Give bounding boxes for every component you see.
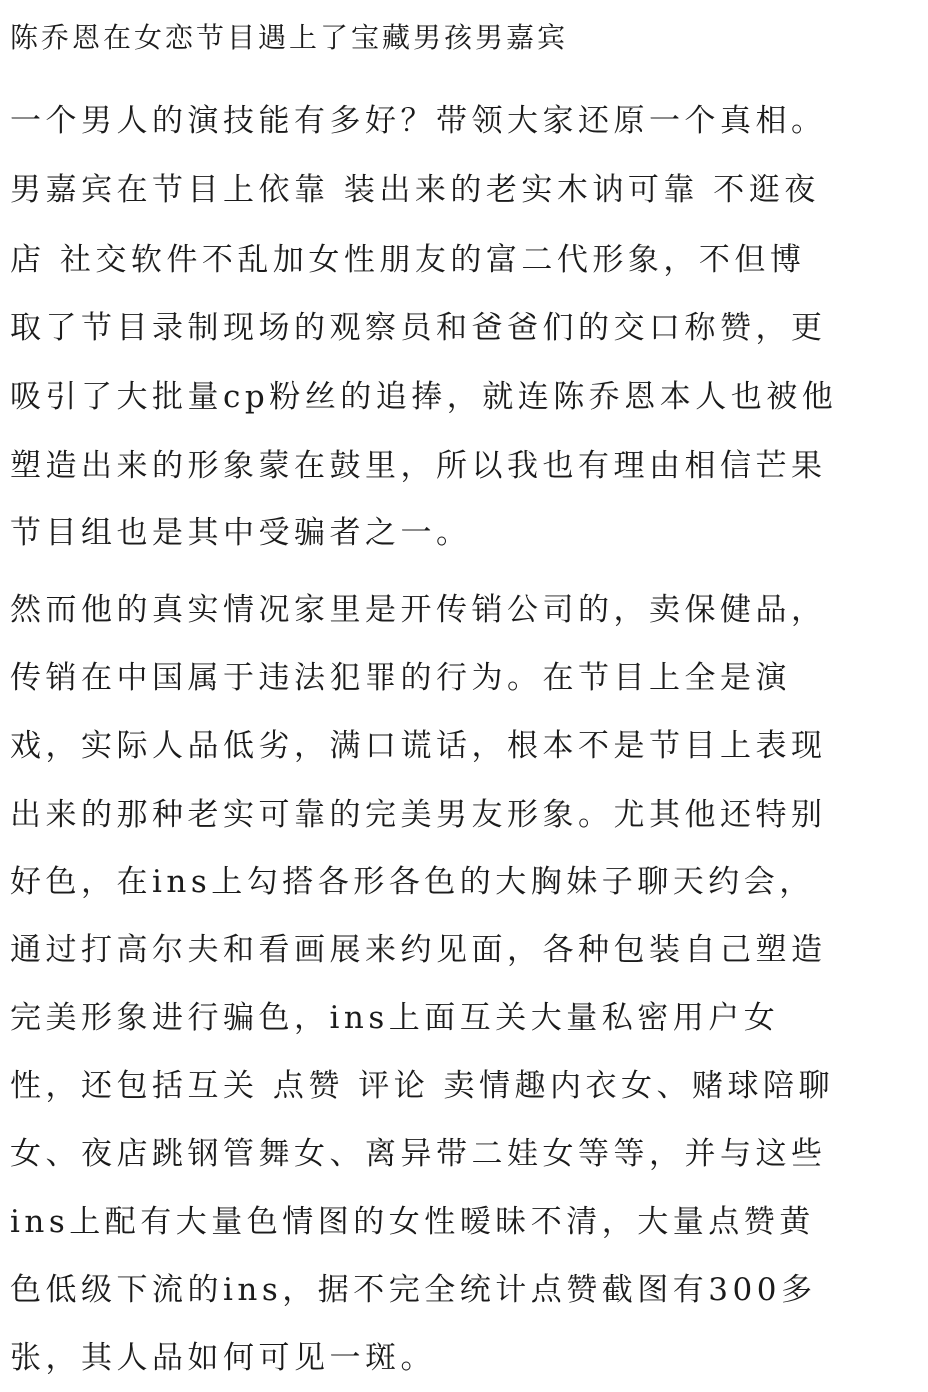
text-line: 店 社交软件不乱加女性朋友的富二代形象，不但博 [10,242,806,278]
text-line: 男嘉宾在节目上依靠 装出来的老实木讷可靠 不逛夜 [10,172,820,208]
text-line: 张，其人品如何可见一斑。 [10,1340,436,1376]
text-line: 塑造出来的形象蒙在鼓里，所以我也有理由相信芒果 [10,448,827,484]
text-line: 吸引了大批量cp粉丝的追捧，就连陈乔恩本人也被他 [10,379,838,415]
text-line: 性，还包括互关 点赞 评论 卖情趣内衣女、赌球陪聊 [10,1068,835,1104]
text-line: 戏，实际人品低劣，满口谎话，根本不是节目上表现 [10,728,827,764]
text-line: 然而他的真实情况家里是开传销公司的，卖保健品， [10,592,827,628]
text-line: 女、夜店跳钢管舞女、离异带二娃女等等，并与这些 [10,1136,827,1172]
text-line: ins上配有大量色情图的女性暧昧不清，大量点赞黄 [10,1204,815,1240]
text-line: 传销在中国属于违法犯罪的行为。在节目上全是演 [10,660,791,696]
text-line: 取了节目录制现场的观察员和爸爸们的交口称赞，更 [10,310,827,346]
text-line: 完美形象进行骗色，ins上面互关大量私密用户女 [10,1000,780,1036]
text-line: 节目组也是其中受骗者之一。 [10,515,472,551]
text-line: 一个男人的演技能有多好？带领大家还原一个真相。 [10,103,827,139]
text-line: 好色，在ins上勾搭各形各色的大胸妹子聊天约会， [10,864,815,900]
text-line: 出来的那种老实可靠的完美男友形象。尤其他还特别 [10,797,827,833]
text-line: 色低级下流的ins，据不完全统计点赞截图有300多 [10,1272,817,1308]
article-title: 陈乔恩在女恋节目遇上了宝藏男孩男嘉宾 [10,21,569,54]
text-line: 通过打高尔夫和看画展来约见面，各种包装自己塑造 [10,932,827,968]
